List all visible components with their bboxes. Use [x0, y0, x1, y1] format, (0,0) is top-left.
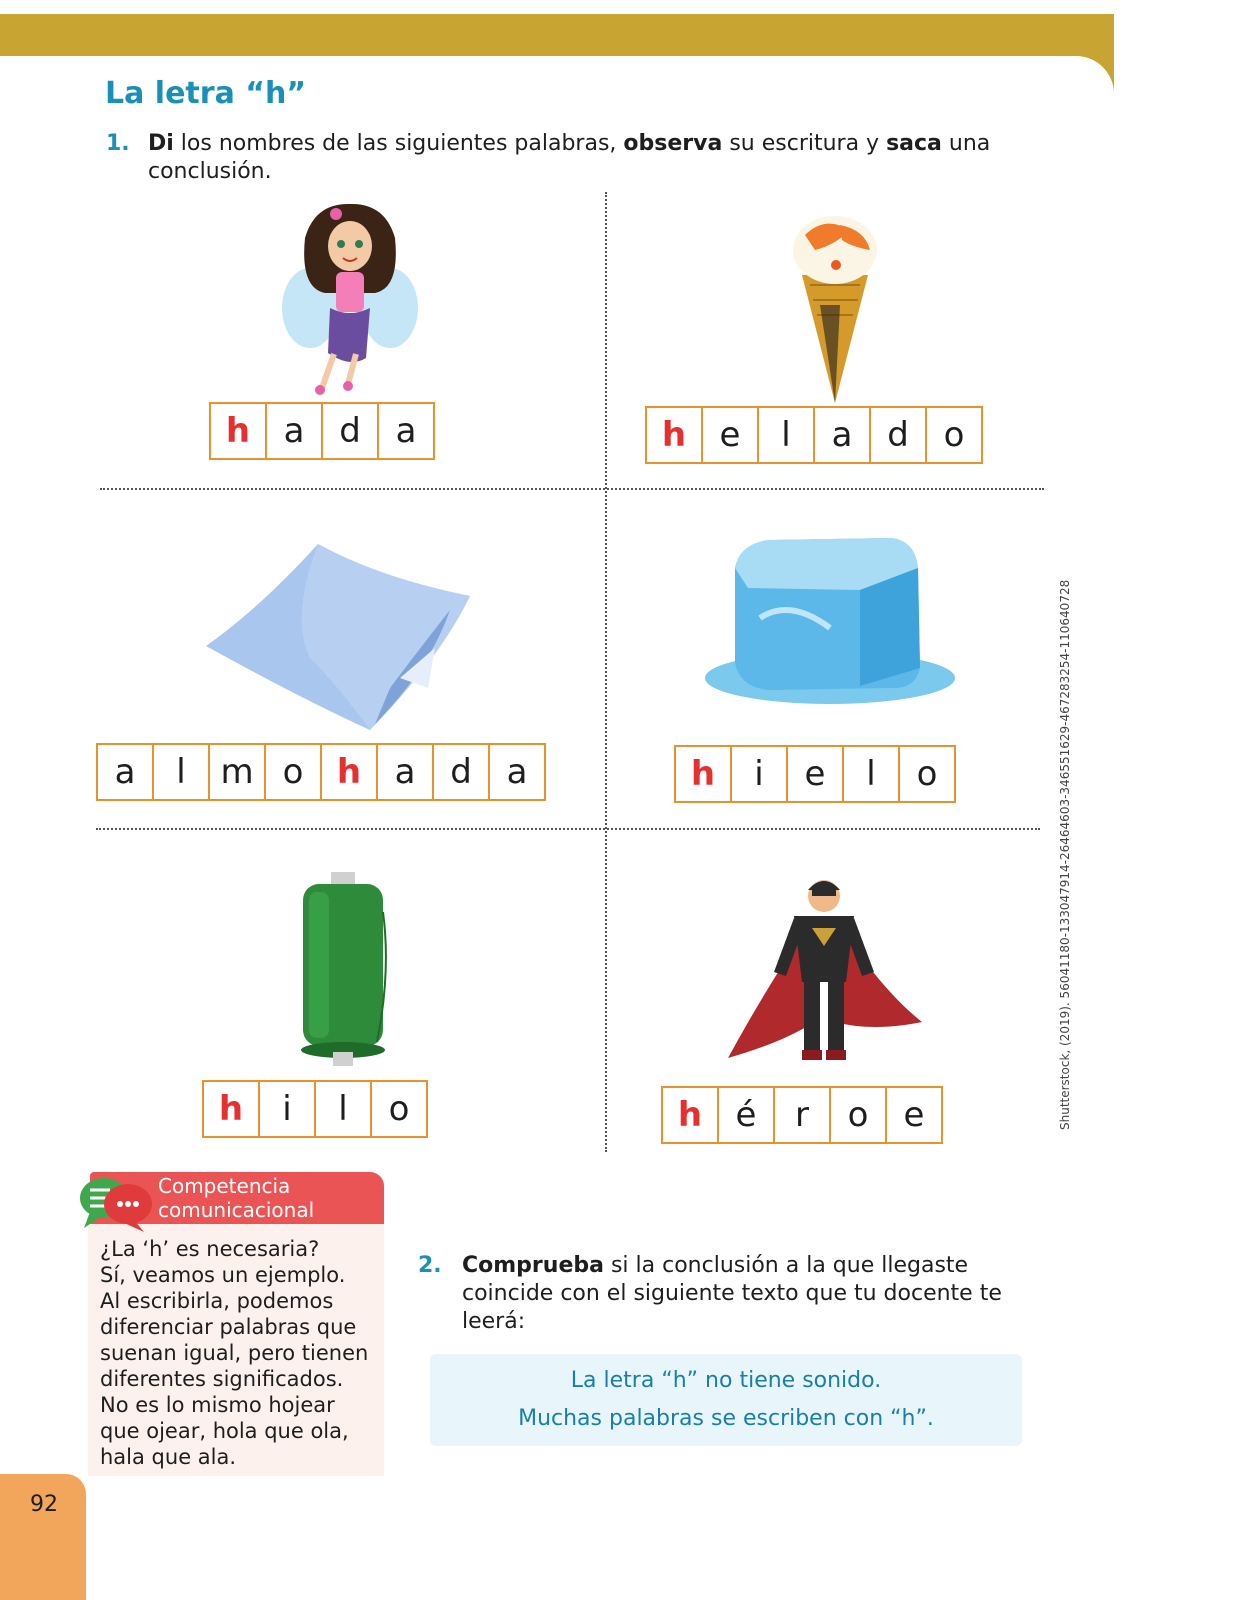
exercise-1-number: 1. — [106, 131, 130, 156]
letter-cell: d — [323, 404, 379, 458]
word-hilo — [202, 1080, 428, 1138]
word-almohada — [96, 743, 546, 801]
letter-cell: l — [316, 1082, 372, 1136]
image-credit: Shutterstock, (2019). 56041180-133047914-26464603-346551629-467283254-110640728 — [1058, 579, 1072, 1130]
exercise-2-text — [462, 1252, 1038, 1336]
letter-cell: e — [788, 747, 844, 801]
exercise-2-instruction — [418, 1252, 1038, 1336]
letter-cell: a — [506, 752, 528, 792]
letter-cell: h — [647, 408, 703, 462]
horizontal-divider-2 — [96, 828, 1040, 830]
word-hada — [209, 402, 435, 460]
instr-bold-di: Di — [148, 131, 174, 156]
letter-cell: a — [815, 408, 871, 462]
instr-text-b: su escritura y — [722, 131, 887, 156]
letter-cell: é — [719, 1088, 775, 1142]
letter-cell: d — [871, 408, 927, 462]
answer-line-2: Muchas palabras se escriben con “h”. — [518, 1406, 934, 1431]
exercise-1-text — [148, 130, 1026, 186]
competencia-title-line-2: comunicacional — [158, 1198, 315, 1222]
exercise-2-bold: Comprueba — [462, 1253, 604, 1278]
word-helado — [645, 406, 983, 464]
word-hielo — [674, 745, 956, 803]
competencia-line: No es lo mismo hojear — [100, 1393, 335, 1417]
page-title: La letra “h” — [105, 76, 307, 111]
competencia-line: hala que ala. — [100, 1445, 237, 1469]
letter-cell: i — [260, 1082, 316, 1136]
letter-cell: a — [395, 411, 417, 451]
letter-cell: h — [676, 747, 732, 801]
letter-cell: a — [378, 745, 434, 799]
instr-text-c: una conclusión. — [148, 131, 991, 184]
top-band-curve — [1040, 56, 1114, 94]
answer-line-1: La letra “h” no tiene sonido. — [570, 1368, 882, 1393]
letter-cell: l — [844, 747, 900, 801]
exercise-2-rest: si la conclusión a la que llegaste coincide con el siguiente texto que tu docente te leerá: — [462, 1253, 1002, 1334]
competencia-title-line-1: Competencia — [158, 1174, 291, 1198]
letter-cell: a — [98, 745, 154, 799]
competencia-title — [158, 1174, 378, 1222]
competencia-line: ¿La ‘h’ es necesaria? — [100, 1237, 320, 1261]
letter-cell: h — [204, 1082, 260, 1136]
vertical-divider — [605, 192, 607, 1152]
letter-cell: o — [388, 1089, 410, 1129]
letter-cell: d — [434, 745, 490, 799]
exercise-1-instruction — [106, 130, 1026, 186]
speech-bubbles-icon — [78, 1172, 160, 1234]
letter-cell: a — [267, 404, 323, 458]
letter-cell: m — [210, 745, 266, 799]
letter-cell: o — [916, 754, 938, 794]
ice-cream-illustration — [780, 205, 890, 405]
top-color-band — [0, 14, 1114, 56]
competencia-line: Sí, veamos un ejemplo. — [100, 1263, 346, 1287]
page-number: 92 — [30, 1492, 58, 1517]
instr-bold-saca: saca — [886, 131, 942, 156]
instr-bold-observa: observa — [623, 131, 723, 156]
letter-cell: r — [775, 1088, 831, 1142]
letter-cell: o — [831, 1088, 887, 1142]
competencia-line: diferenciar palabras que — [100, 1315, 357, 1339]
competencia-line: que ojear, hola que ola, — [100, 1419, 349, 1443]
competencia-text — [100, 1236, 380, 1470]
letter-cell: h — [211, 404, 267, 458]
pillow-illustration — [200, 538, 480, 738]
instr-text-a: los nombres de las siguientes palabras, — [173, 131, 624, 156]
horizontal-divider-1 — [100, 488, 1044, 490]
letter-cell: h — [322, 745, 378, 799]
letter-cell: h — [663, 1088, 719, 1142]
letter-cell: o — [943, 415, 965, 455]
word-heroe — [661, 1086, 943, 1144]
letter-cell: o — [266, 745, 322, 799]
thread-spool-illustration — [295, 872, 391, 1068]
fairy-illustration — [270, 198, 430, 398]
ice-cube-illustration — [700, 528, 960, 708]
letter-cell: i — [732, 747, 788, 801]
letter-cell: l — [759, 408, 815, 462]
letter-cell: e — [703, 408, 759, 462]
superhero-illustration — [724, 872, 924, 1072]
competencia-line: suenan igual, pero tienen — [100, 1341, 369, 1365]
letter-cell: l — [154, 745, 210, 799]
letter-cell: e — [903, 1095, 925, 1135]
competencia-line: diferentes significados. — [100, 1367, 344, 1391]
exercise-2-number: 2. — [418, 1253, 442, 1278]
competencia-line: Al escribirla, podemos — [100, 1289, 334, 1313]
answer-box — [430, 1354, 1022, 1446]
